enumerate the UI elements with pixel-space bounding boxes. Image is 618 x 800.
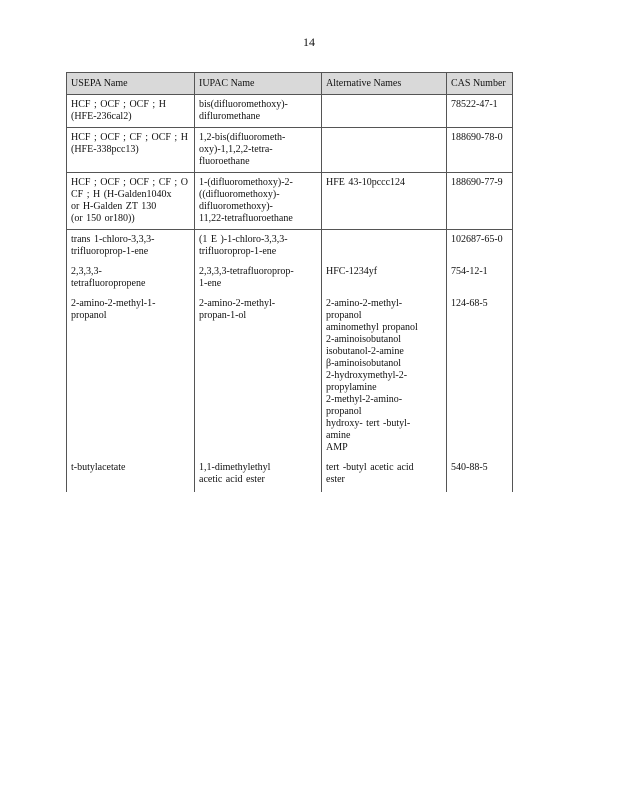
iupac-name-cell: 1,1-dimethylethyl acetic acid ester	[195, 458, 322, 492]
header-alternative-names: Alternative Names	[322, 73, 447, 95]
cas-number-cell: 540-88-5	[447, 458, 513, 492]
cas-number-cell: 188690-77-9	[447, 173, 513, 230]
iupac-name-cell: 2,3,3,3-tetrafluoroprop- 1-ene	[195, 262, 322, 294]
usepa-name-cell: HCF ; OCF ; OCF ; CF ; O CF ; H (H-Galden1040x or H-Galden ZT 130 (or 150 or180))	[67, 173, 195, 230]
usepa-name-cell: HCF ; OCF ; CF ; OCF ; H (HFE-338pcc13)	[67, 128, 195, 173]
cas-number-cell: 188690-78-0	[447, 128, 513, 173]
table-row	[67, 458, 513, 492]
alternative-names-cell: HFE 43-10pccc124	[322, 173, 447, 230]
usepa-name-cell: trans 1-chloro-3,3,3- trifluoroprop-1-ene	[67, 230, 195, 263]
alternative-names-cell	[322, 95, 447, 128]
table-row	[67, 294, 513, 458]
iupac-name-cell: 1,2-bis(difluorometh- oxy)-1,1,2,2-tetra- fluoroethane	[195, 128, 322, 173]
table-row	[67, 173, 513, 230]
cas-number-cell: 124-68-5	[447, 294, 513, 458]
compound-names-table	[66, 72, 513, 492]
usepa-name-cell: 2-amino-2-methyl-1- propanol	[67, 294, 195, 458]
usepa-name-cell: t-butylacetate	[67, 458, 195, 492]
table-row	[67, 262, 513, 294]
page-number: 14	[303, 35, 315, 49]
table-row	[67, 128, 513, 173]
usepa-name-cell: 2,3,3,3- tetrafluoropropene	[67, 262, 195, 294]
iupac-name-cell: (1 E )-1-chloro-3,3,3- trifluoroprop-1-ene	[195, 230, 322, 263]
cas-number-cell: 78522-47-1	[447, 95, 513, 128]
header-usepa-name: USEPA Name	[67, 73, 195, 95]
alternative-names-cell: HFC-1234yf	[322, 262, 447, 294]
alternative-names-cell: 2-amino-2-methyl- propanol aminomethyl propanol 2-aminoisobutanol isobutanol-2-amine β-aminoisobutanol 2-hydroxymethyl-2- propylamine 2-methyl-2-amino- propanol hydroxy- tert -butyl- amine AMP	[322, 294, 447, 458]
table-header-row	[67, 73, 513, 95]
usepa-name-cell: HCF ; OCF ; OCF ; H (HFE-236cal2)	[67, 95, 195, 128]
cas-number-cell: 754-12-1	[447, 262, 513, 294]
header-cas-number: CAS Number	[447, 73, 513, 95]
table-row	[67, 95, 513, 128]
iupac-name-cell: 1-(difluoromethoxy)-2- ((difluoromethoxy)- difluoromethoxy)- 11,22-tetrafluoroethane	[195, 173, 322, 230]
header-iupac-name: IUPAC Name	[195, 73, 322, 95]
alternative-names-cell	[322, 128, 447, 173]
table-row	[67, 230, 513, 263]
iupac-name-cell: bis(difluoromethoxy)- difluromethane	[195, 95, 322, 128]
iupac-name-cell: 2-amino-2-methyl- propan-1-ol	[195, 294, 322, 458]
cas-number-cell: 102687-65-0	[447, 230, 513, 263]
alternative-names-cell: tert -butyl acetic acid ester	[322, 458, 447, 492]
alternative-names-cell	[322, 230, 447, 263]
